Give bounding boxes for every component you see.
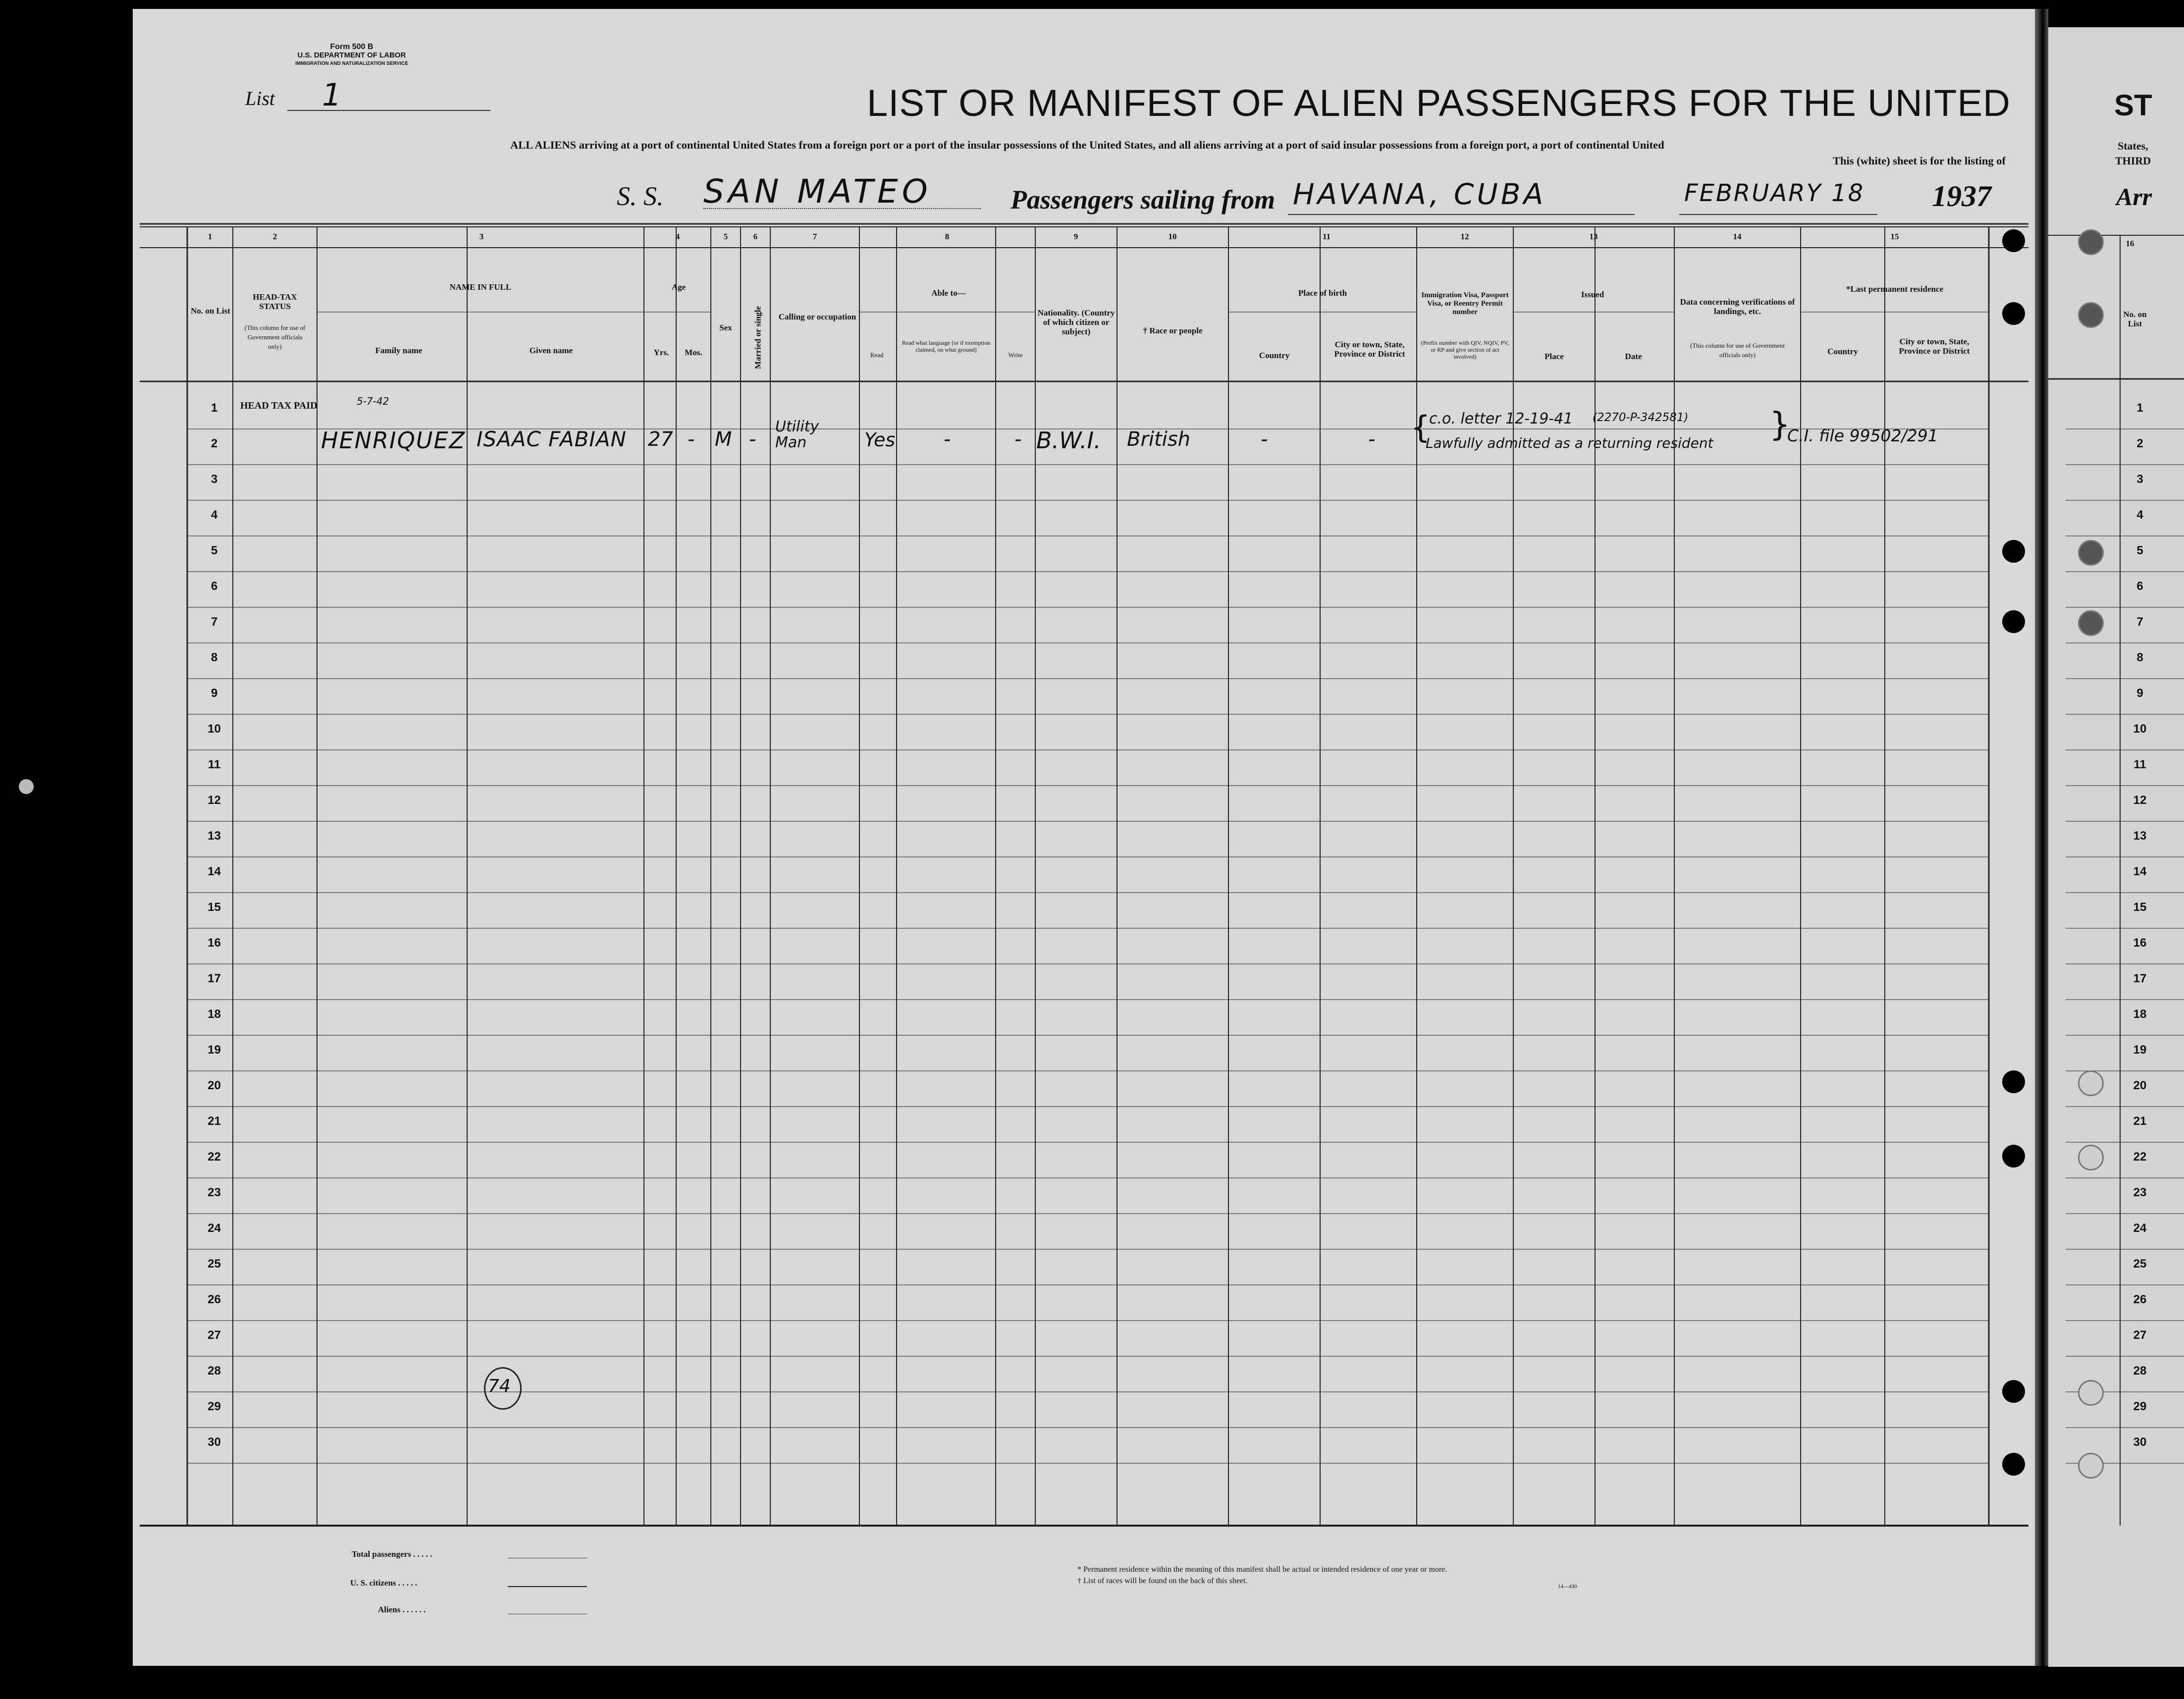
right-line-2: THIRD — [2115, 155, 2151, 167]
header-head-tax-note: (This column for use of Government officials only) — [244, 324, 306, 350]
header-age: Age — [671, 282, 686, 292]
right-row-number-20: 20 — [2133, 1079, 2147, 1092]
read-value: Yes — [864, 429, 896, 451]
header-read: Read — [870, 351, 884, 359]
visa-reference: (2270-P-342581) — [1593, 411, 1689, 424]
right-col-number: 16 — [2126, 239, 2134, 248]
right-row-number-28: 28 — [2133, 1364, 2147, 1378]
punch-hole-right — [2078, 1145, 2104, 1170]
row-number-21: 21 — [208, 1115, 221, 1128]
right-row-number-6: 6 — [2136, 580, 2143, 593]
right-row-number-29: 29 — [2133, 1400, 2147, 1413]
family-name: HENRIQUEZ — [321, 427, 466, 454]
row-number-14: 14 — [208, 865, 221, 878]
header-issued-date: Date — [1625, 352, 1642, 361]
right-title-fragment: ST — [2114, 89, 2152, 122]
header-visa-note: (Prefix number with QIV, NQIV, PV, or RP and give section of act involved) — [1421, 339, 1509, 360]
footer-total-passengers: Total passengers . . . . . — [352, 1549, 432, 1559]
column-number-11: 11 — [1322, 232, 1331, 241]
birth-country-value: - — [1261, 428, 1268, 451]
header-residence-country: Country — [1827, 347, 1858, 356]
age-years: 27 — [648, 428, 673, 451]
visa-line-2: Lawfully admitted as a returning resident — [1426, 435, 1713, 451]
row-number-11: 11 — [208, 758, 221, 771]
right-row-number-17: 17 — [2133, 972, 2147, 985]
right-row-number-15: 15 — [2133, 901, 2147, 914]
visa-line-1: c.o. letter 12-19-41 — [1429, 410, 1573, 427]
residence-value: C.I. file 99502/291 — [1787, 426, 1938, 445]
right-row-number-26: 26 — [2133, 1293, 2147, 1306]
race-value: British — [1127, 428, 1190, 451]
right-row-number-25: 25 — [2133, 1257, 2147, 1271]
punch-hole — [2002, 540, 2025, 563]
form-number: Form 500 B — [330, 43, 373, 51]
footer-us-citizens: U. S. citizens . . . . . — [350, 1578, 418, 1588]
manifest-title: LIST OR MANIFEST OF ALIEN PASSENGERS FOR THE UNITED — [867, 82, 2011, 124]
header-calling: Calling or occupation — [778, 312, 856, 321]
punch-hole — [2002, 1070, 2025, 1093]
column-number-5: 5 — [723, 232, 728, 241]
header-yrs: Yrs. — [653, 348, 669, 357]
column-number-2: 2 — [272, 232, 277, 241]
header-issued: Issued — [1581, 290, 1604, 299]
column-number-7: 7 — [812, 232, 817, 241]
row-number-26: 26 — [208, 1293, 221, 1306]
manifest-subtitle: ALL ALIENS arriving at a port of continental United States from a foreign port or a port of the insular possessions of the United States, and all aliens arriving at a port of said insular possessions from a foreign port, a port of continental United — [510, 139, 1664, 151]
row-number-4: 4 — [211, 508, 218, 522]
right-row-number-27: 27 — [2133, 1328, 2147, 1342]
row-number-2: 2 — [211, 437, 218, 450]
column-number-14: 14 — [1733, 232, 1742, 241]
header-data-note: (This column for use of Government officials only) — [1690, 342, 1785, 359]
row-number-18: 18 — [208, 1008, 221, 1021]
punch-hole — [2002, 1453, 2025, 1476]
given-name: ISAAC FABIAN — [477, 427, 627, 451]
right-row-number-19: 19 — [2133, 1043, 2147, 1057]
header-family-name: Family name — [375, 346, 423, 355]
header-data-concerning: Data concerning verifications of landings, etc. — [1680, 297, 1795, 316]
married-value: - — [749, 428, 756, 451]
punch-hole — [2002, 302, 2025, 325]
row-number-27: 27 — [208, 1328, 221, 1342]
nationality-value: B.W.I. — [1036, 427, 1101, 454]
head-tax-date: 5-7-42 — [357, 395, 389, 407]
row-number-5: 5 — [211, 544, 218, 557]
head-tax-paid: HEAD TAX PAID — [240, 400, 318, 411]
row-number-8: 8 — [211, 651, 218, 664]
punch-hole — [2002, 1380, 2025, 1403]
punch-hole — [2002, 229, 2025, 252]
service-name: IMMIGRATION AND NATURALIZATION SERVICE — [295, 61, 408, 66]
right-row-number-10: 10 — [2133, 722, 2147, 736]
header-nationality: Nationality. (Country of which citizen or subject) — [1037, 308, 1115, 336]
header-name-in-full: NAME IN FULL — [449, 282, 512, 292]
right-line-1: States, — [2118, 140, 2148, 152]
ss-label: S. S. — [617, 181, 664, 211]
footer-note-2: † List of races will be found on the back of this sheet. — [1077, 1577, 1248, 1585]
header-race: † Race or people — [1143, 326, 1203, 335]
header-no-on-list: No. on List — [191, 306, 230, 316]
row-number-13: 13 — [208, 829, 221, 843]
right-row-number-8: 8 — [2136, 651, 2143, 664]
right-row-number-12: 12 — [2133, 794, 2147, 807]
row-number-6: 6 — [211, 580, 218, 593]
punch-hole — [2002, 610, 2025, 633]
header-married: Married or single — [753, 306, 763, 370]
manifest-subtitle-2: This (white) sheet is for the listing of — [1833, 155, 2006, 167]
header-mos: Mos. — [685, 348, 702, 357]
departure-date: FEBRUARY 18 — [1684, 179, 1865, 207]
row-number-20: 20 — [208, 1079, 221, 1092]
ship-name: SAN MATEO — [703, 172, 932, 211]
header-visa: Immigration Visa, Passport Visa, or Reentry Permit number — [1421, 291, 1509, 316]
header-residence-city: City or town, State, Province or District — [1899, 337, 1970, 356]
row-number-12: 12 — [208, 794, 221, 807]
right-row-number-9: 9 — [2136, 687, 2143, 700]
right-row-number-4: 4 — [2136, 508, 2143, 522]
right-row-number-3: 3 — [2136, 473, 2143, 486]
list-label: List — [245, 87, 275, 109]
row-number-7: 7 — [211, 615, 218, 629]
punch-hole-right — [2078, 229, 2104, 255]
footer-note-1: * Permanent residence within the meaning of this manifest shall be actual or intended residence of one year or more. — [1077, 1565, 1447, 1574]
footer-aliens-label: Aliens — [378, 1605, 401, 1614]
sailing-label: Passengers sailing from — [1011, 185, 1276, 214]
footer-code: 14—430 — [1558, 1584, 1577, 1590]
column-number-10: 10 — [1168, 232, 1177, 241]
right-row-number-5: 5 — [2136, 544, 2143, 557]
write-value: - — [1014, 428, 1022, 451]
row-number-17: 17 — [208, 972, 221, 985]
column-number-6: 6 — [753, 232, 758, 241]
right-row-number-13: 13 — [2133, 829, 2147, 843]
read-language-value: - — [944, 428, 951, 451]
row-number-28: 28 — [208, 1364, 221, 1378]
departure-year: 1937 — [1932, 180, 1991, 212]
footer-line-2 — [508, 1586, 587, 1587]
row-number-22: 22 — [208, 1150, 221, 1164]
column-number-1: 1 — [208, 232, 213, 241]
department-name: U.S. DEPARTMENT OF LABOR — [297, 51, 406, 59]
header-read-what: Read what language [or if exemption claimed, on what ground] — [902, 339, 991, 353]
row-number-25: 25 — [208, 1257, 221, 1271]
header-birth-city: City or town, State, Province or District — [1334, 340, 1405, 359]
column-number-15: 15 — [1890, 232, 1899, 241]
right-row-number-11: 11 — [2133, 758, 2146, 771]
row-number-29: 29 — [208, 1400, 221, 1413]
row-number-24: 24 — [208, 1221, 221, 1235]
column-number-13: 13 — [1589, 232, 1598, 241]
punch-hole-right — [2078, 610, 2104, 636]
birth-city-value: - — [1368, 428, 1376, 451]
visa-brace-right: } — [1769, 405, 1790, 443]
punch-hole — [2002, 1145, 2025, 1168]
right-row-number-24: 24 — [2133, 1221, 2147, 1235]
right-line-3: Arr — [2116, 183, 2152, 211]
punch-hole-right — [2078, 1453, 2104, 1479]
right-row-number-18: 18 — [2133, 1008, 2147, 1021]
column-number-4: 4 — [675, 232, 680, 241]
row-number-30: 30 — [208, 1435, 221, 1449]
punch-hole-right — [2078, 1380, 2104, 1406]
column-number-3: 3 — [479, 232, 484, 241]
footer-total-label: Total passengers — [352, 1549, 411, 1559]
header-last-residence: *Last permanent residence — [1846, 284, 1944, 294]
row-number-9: 9 — [211, 687, 218, 700]
header-issued-place: Place — [1545, 352, 1564, 361]
right-col-header: No. on List — [2123, 310, 2147, 328]
header-head-tax: HEAD-TAX STATUS — [253, 292, 297, 311]
footer-us-label: U. S. citizens — [350, 1578, 396, 1588]
header-write: Write — [1008, 351, 1023, 359]
right-row-number-21: 21 — [2133, 1115, 2147, 1128]
row-number-19: 19 — [208, 1043, 221, 1057]
annotation-number: 74 — [488, 1376, 511, 1396]
punch-hole-right — [2078, 540, 2104, 566]
list-number: 1 — [322, 77, 342, 113]
visa-brace-left: { — [1411, 409, 1431, 445]
header-birth-country: Country — [1259, 351, 1290, 360]
right-row-number-1: 1 — [2136, 401, 2143, 415]
right-row-number-23: 23 — [2133, 1186, 2147, 1199]
right-row-number-2: 2 — [2136, 437, 2143, 450]
row-number-23: 23 — [208, 1186, 221, 1199]
column-number-12: 12 — [1460, 232, 1469, 241]
right-row-number-22: 22 — [2133, 1150, 2147, 1164]
footer-aliens: Aliens . . . . . . — [378, 1605, 426, 1614]
column-number-9: 9 — [1073, 232, 1078, 241]
header-place-of-birth: Place of birth — [1298, 288, 1347, 298]
right-row-number-30: 30 — [2133, 1435, 2147, 1449]
punch-hole-right — [2078, 302, 2104, 328]
punch-hole-right — [2078, 1070, 2104, 1096]
occupation-value: Utility Man — [775, 418, 819, 451]
age-months: - — [688, 428, 695, 451]
sex-value: M — [715, 428, 732, 451]
header-able-to: Able to— — [931, 288, 966, 298]
column-number-8: 8 — [945, 232, 950, 241]
right-row-number-14: 14 — [2133, 865, 2147, 878]
right-row-number-16: 16 — [2133, 936, 2147, 950]
header-sex: Sex — [719, 323, 732, 332]
departure-port: HAVANA, CUBA — [1293, 177, 1546, 211]
row-number-15: 15 — [208, 901, 221, 914]
row-number-3: 3 — [211, 473, 218, 486]
row-number-10: 10 — [208, 722, 221, 736]
right-row-number-7: 7 — [2136, 615, 2143, 629]
row-number-1: 1 — [211, 401, 218, 415]
row-number-16: 16 — [208, 936, 221, 950]
header-given-name: Given name — [529, 346, 573, 355]
